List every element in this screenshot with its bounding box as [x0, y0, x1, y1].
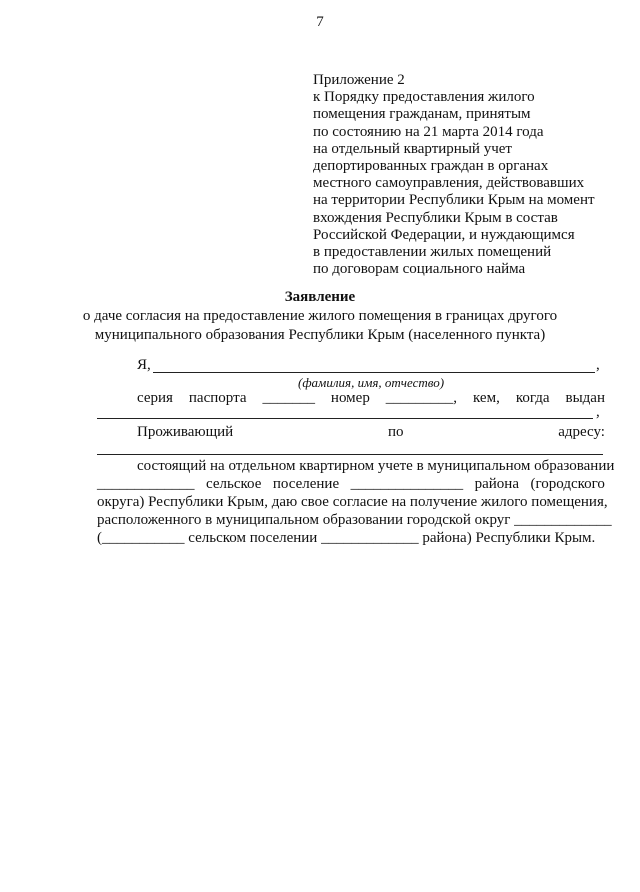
appendix-line: депортированных граждан в органах: [313, 158, 549, 175]
consent-word: сельское: [206, 476, 262, 492]
appendix-line: местного самоуправления, действовавших: [313, 175, 585, 192]
appendix-line: в предоставлении жилых помещений: [313, 244, 552, 261]
passport-word: паспорта: [188, 390, 247, 406]
subtitle-line: о даче согласия на предоставление жилого помещения в границах другого: [82, 308, 558, 324]
page-number: 7: [316, 14, 324, 30]
fio-comma: ,: [596, 357, 600, 373]
passport-issued-field[interactable]: [97, 418, 593, 419]
passport-word: серия: [137, 390, 173, 406]
appendix-line: вхождения Республики Крым в состав: [313, 209, 558, 226]
consent-text-line: (___________ сельском поселении _____________ района) Республики Крым.: [97, 530, 596, 546]
passport-word: выдан: [565, 390, 605, 406]
fio-caption: (фамилия, имя, отчество): [298, 375, 445, 390]
appendix-line: к Порядку предоставления жилого: [313, 89, 535, 106]
subtitle-line: муниципального образования Республики Крым (населенного пункта): [94, 327, 546, 343]
consent-text-line: расположенного в муниципальном образовании городской округ _____________: [97, 512, 612, 528]
appendix-line: по договорам социального найма: [313, 261, 526, 278]
residing-word: адресу:: [558, 424, 605, 440]
document-title: Заявление: [284, 289, 356, 305]
consent-text-line: округа) Республики Крым, даю свое согласие на получение жилого помещения,: [97, 494, 608, 510]
passport-word: номер: [330, 390, 370, 406]
municipality-field[interactable]: _____________: [97, 476, 195, 492]
passport-issued-comma: ,: [596, 404, 600, 420]
residing-word: по: [387, 424, 404, 440]
passport-series-field[interactable]: _______: [262, 390, 315, 406]
fio-field[interactable]: [153, 372, 595, 373]
appendix-line: Приложение 2: [313, 72, 405, 88]
passport-word: когда: [515, 390, 550, 406]
appendix-line: на отдельный квартирный учет: [313, 140, 512, 157]
consent-word: поселение: [272, 476, 340, 492]
appendix-line: по состоянию на 21 марта 2014 года: [313, 123, 544, 140]
appendix-line: на территории Республики Крым на момент: [313, 192, 595, 209]
passport-word: кем,: [473, 390, 500, 406]
passport-line: [137, 390, 605, 407]
consent-word: (городского: [530, 476, 605, 492]
residing-word: Проживающий: [137, 424, 234, 440]
passport-number-field[interactable]: _________,: [385, 390, 458, 406]
address-field[interactable]: [97, 454, 603, 455]
residing-line: [137, 424, 605, 441]
appendix-line: Российской Федерации, и нуждающимся: [313, 226, 575, 243]
district-field[interactable]: _______________: [350, 476, 464, 492]
consent-text-line: состоящий на отдельном квартирном учете в муниципальном образовании: [137, 458, 615, 474]
appendix-header: [313, 72, 595, 278]
i-label: Я,: [137, 357, 151, 373]
appendix-line: помещения гражданам, принятым: [313, 106, 531, 123]
document-subtitle: [0, 307, 640, 345]
consent-word: района: [474, 476, 519, 492]
consent-text-line: [97, 476, 605, 493]
